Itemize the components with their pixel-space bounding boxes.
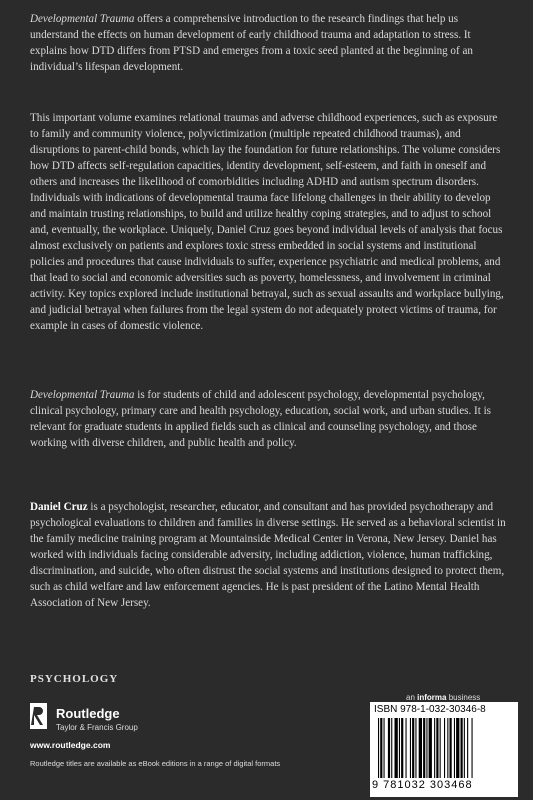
publisher-group: Taylor & Francis Group — [56, 723, 138, 732]
blurb-text: offers a comprehensive introduction to the research findings that help us understand the effects on human development of early childhood trauma and adaptation to stress. It explains how DTD differs from PTSD and emerges from a toxic seed planted at the beginning of an individual’s lifespan development. — [30, 13, 473, 73]
blurb-text: is for students of child and adolescent psychology, developmental psychology, clinical psychology, primary care and health psychology, education, social work, and urban studies. It is relevant for graduate students in applied fields such as clinical and counseling psychology, and those working with diverse children, and public health and policy. — [30, 389, 491, 449]
informa-brand: informa — [417, 693, 447, 702]
publisher-name: Routledge — [56, 706, 120, 721]
author-name: Daniel Cruz — [30, 501, 88, 513]
book-title-italic: Developmental Trauma — [30, 389, 135, 401]
publisher-url: www.routledge.com — [30, 740, 111, 750]
barcode-digits: 9 781032 303468 — [372, 779, 473, 791]
isbn-label: ISBN 978-1-032-30346-8 — [374, 704, 486, 715]
author-bio-text: is a psychologist, researcher, educator, and consultant and has provided psychotherapy and psychological evaluations to children and families in diverse settings. He served as a behavioral scientist in the family medicine training program at Mountainside Medical Center in Verona, New Jersey. Daniel has worked with individuals facing considerable adversity, including addiction, violence, human trafficking, discrimination, and suicide, who often distrust the social systems and institutions designed to protect them, such as child welfare and law enforcement agencies. He is past president of the Latino Mental Health Association of New Jersey. — [30, 501, 506, 609]
blurb-paragraph-2 — [30, 110, 508, 334]
subject-category: PSYCHOLOGY — [30, 673, 119, 685]
routledge-logo-icon — [30, 703, 47, 729]
book-title-italic: Developmental Trauma — [30, 13, 135, 25]
blurb-paragraph-3 — [30, 387, 508, 451]
author-bio — [30, 499, 508, 611]
ebook-note: Routledge titles are available as eBook editions in a range of digital formats — [30, 759, 281, 768]
barcode-icon — [376, 718, 512, 778]
informa-suffix: business — [446, 693, 481, 702]
blurb-text: This important volume examines relational traumas and adverse childhood experiences, such as exposure to family and community violence, polyvictimization (multiple repeated childhood traumas), and disruptions to parent-child bonds, which lay the foundation for future relationships. The volume considers how DTD affects self-regulation capacities, identity development, self-esteem, and faith in oneself and others and increases the likelihood of comorbidities including ADHD and autism spectrum disorders. Individuals with indications of developmental trauma face lifelong challenges in their ability to develop and maintain trusting relationships, to build and utilize healthy coping strategies, and to adjust to school and, eventually, the workplace. Uniquely, Daniel Cruz goes beyond individual levels of analysis that focus almost exclusively on patients and explores toxic stress embedded in social systems and institutional policies and procedures that cause individuals to suffer, experience psychiatric and medical problems, and that lead to social and economic adversities such as poverty, homelessness, and involvement in criminal activity. Key topics explored include institutional betrayal, such as sexual assaults and workplace bullying, and judicial betrayal when failures from the legal system do not adequately protect victims of trauma, for example in cases of domestic violence. — [30, 112, 504, 332]
barcode-box — [370, 702, 518, 797]
informa-tagline — [406, 693, 480, 702]
blurb-paragraph-1 — [30, 11, 508, 75]
informa-prefix: an — [406, 693, 418, 702]
